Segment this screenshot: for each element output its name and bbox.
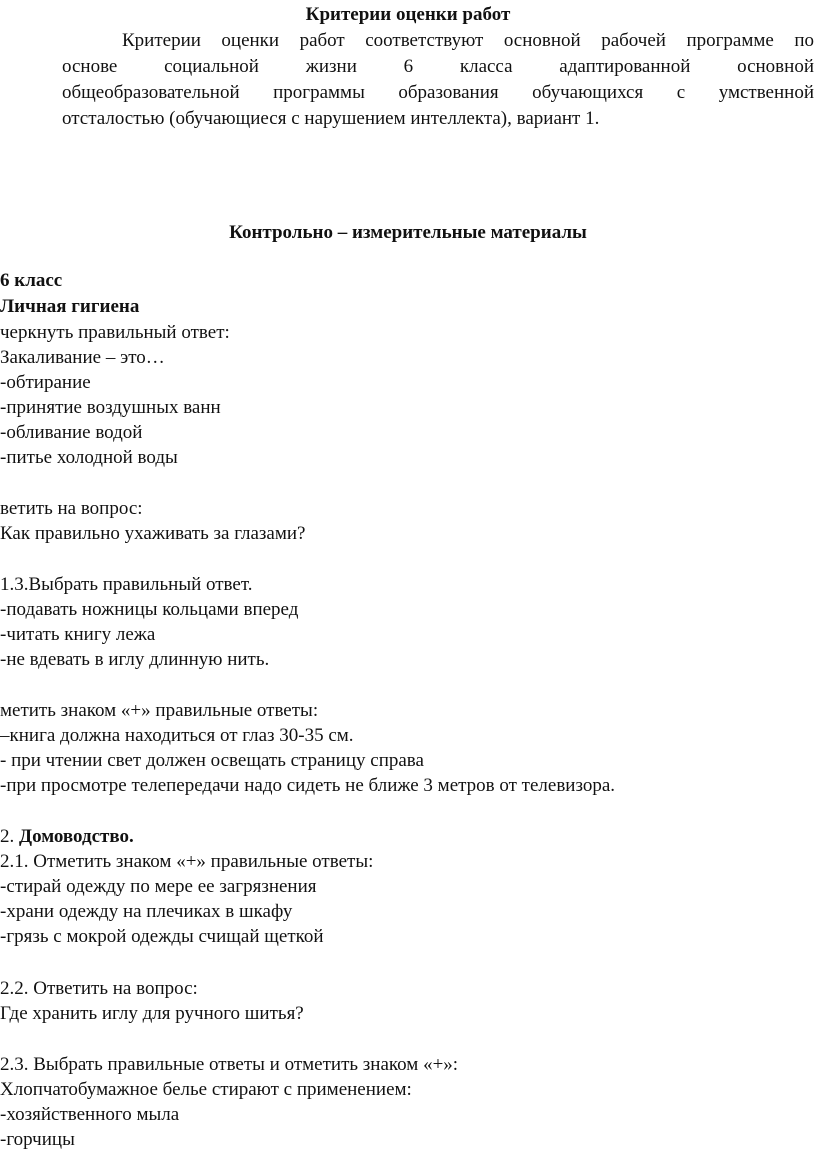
intro-line-1: Критерии оценки работ соответствуют основной рабочей программе по [122, 30, 814, 51]
s2-q1-option: -храни одежду на плечиках в шкафу [0, 901, 293, 922]
intro-line-3: общеобразовательной программы образования обучающихся с умственной [62, 82, 814, 103]
s1-q1-option: -питье холодной воды [0, 447, 178, 468]
s2-q2-question: Где хранить иглу для ручного шитья? [0, 1003, 304, 1024]
intro-paragraph [62, 28, 814, 132]
s1-q1-option: -обливание водой [0, 422, 143, 443]
s1-q3-option: -не вдевать в иглу длинную нить. [0, 649, 270, 670]
s1-q4-option: –книга должна находиться от глаз 30-35 см. [0, 725, 354, 746]
s1-q1-option: -принятие воздушных ванн [0, 397, 221, 418]
grade-heading: 6 класс [0, 270, 63, 291]
s2-q1-option: -грязь с мокрой одежды счищай щеткой [0, 926, 324, 947]
s1-q4-instruction: метить знаком «+» правильные ответы: [0, 700, 319, 721]
s1-q3-option: -подавать ножницы кольцами вперед [0, 599, 299, 620]
section2-heading [0, 824, 134, 850]
s1-q3-option: -читать книгу лежа [0, 624, 156, 645]
s2-q3-option: -хозяйственного мыла [0, 1104, 180, 1125]
s1-q1-option: -обтирание [0, 372, 91, 393]
s1-q4-option: - при чтении свет должен освещать страницу справа [0, 750, 424, 771]
s1-q2-instruction: ветить на вопрос: [0, 498, 143, 519]
intro-line-2: основе социальной жизни 6 класса адаптированной основной [62, 56, 814, 77]
page-title: Критерии оценки работ [305, 4, 511, 25]
s2-q3-question: Хлопчатобумажное белье стирают с применением: [0, 1079, 412, 1100]
s1-q2-question: Как правильно ухаживать за глазами? [0, 523, 306, 544]
section2-number: 2. [0, 826, 15, 847]
section2-title: Домоводство. [19, 826, 134, 847]
s2-q3-instruction: 2.3. Выбрать правильные ответы и отметить знаком «+»: [0, 1054, 459, 1075]
s1-q1-instruction: черкнуть правильный ответ: [0, 322, 230, 343]
s2-q1-instruction: 2.1. Отметить знаком «+» правильные ответы: [0, 851, 374, 872]
s1-q4-option: -при просмотре телепередачи надо сидеть не ближе 3 метров от телевизора. [0, 775, 616, 796]
s1-q1-question: Закаливание – это… [0, 347, 165, 368]
s1-q3-instruction: 1.3.Выбрать правильный ответ. [0, 574, 253, 595]
intro-line-4: отсталостью (обучающиеся с нарушением интеллекта), вариант 1. [62, 108, 600, 129]
s2-q3-option: -горчицы [0, 1129, 75, 1150]
s2-q1-option: -стирай одежду по мере ее загрязнения [0, 876, 317, 897]
s2-q2-instruction: 2.2. Ответить на вопрос: [0, 978, 198, 999]
section1-title: Личная гигиена [0, 296, 140, 317]
materials-title: Контрольно – измерительные материалы [229, 222, 587, 243]
